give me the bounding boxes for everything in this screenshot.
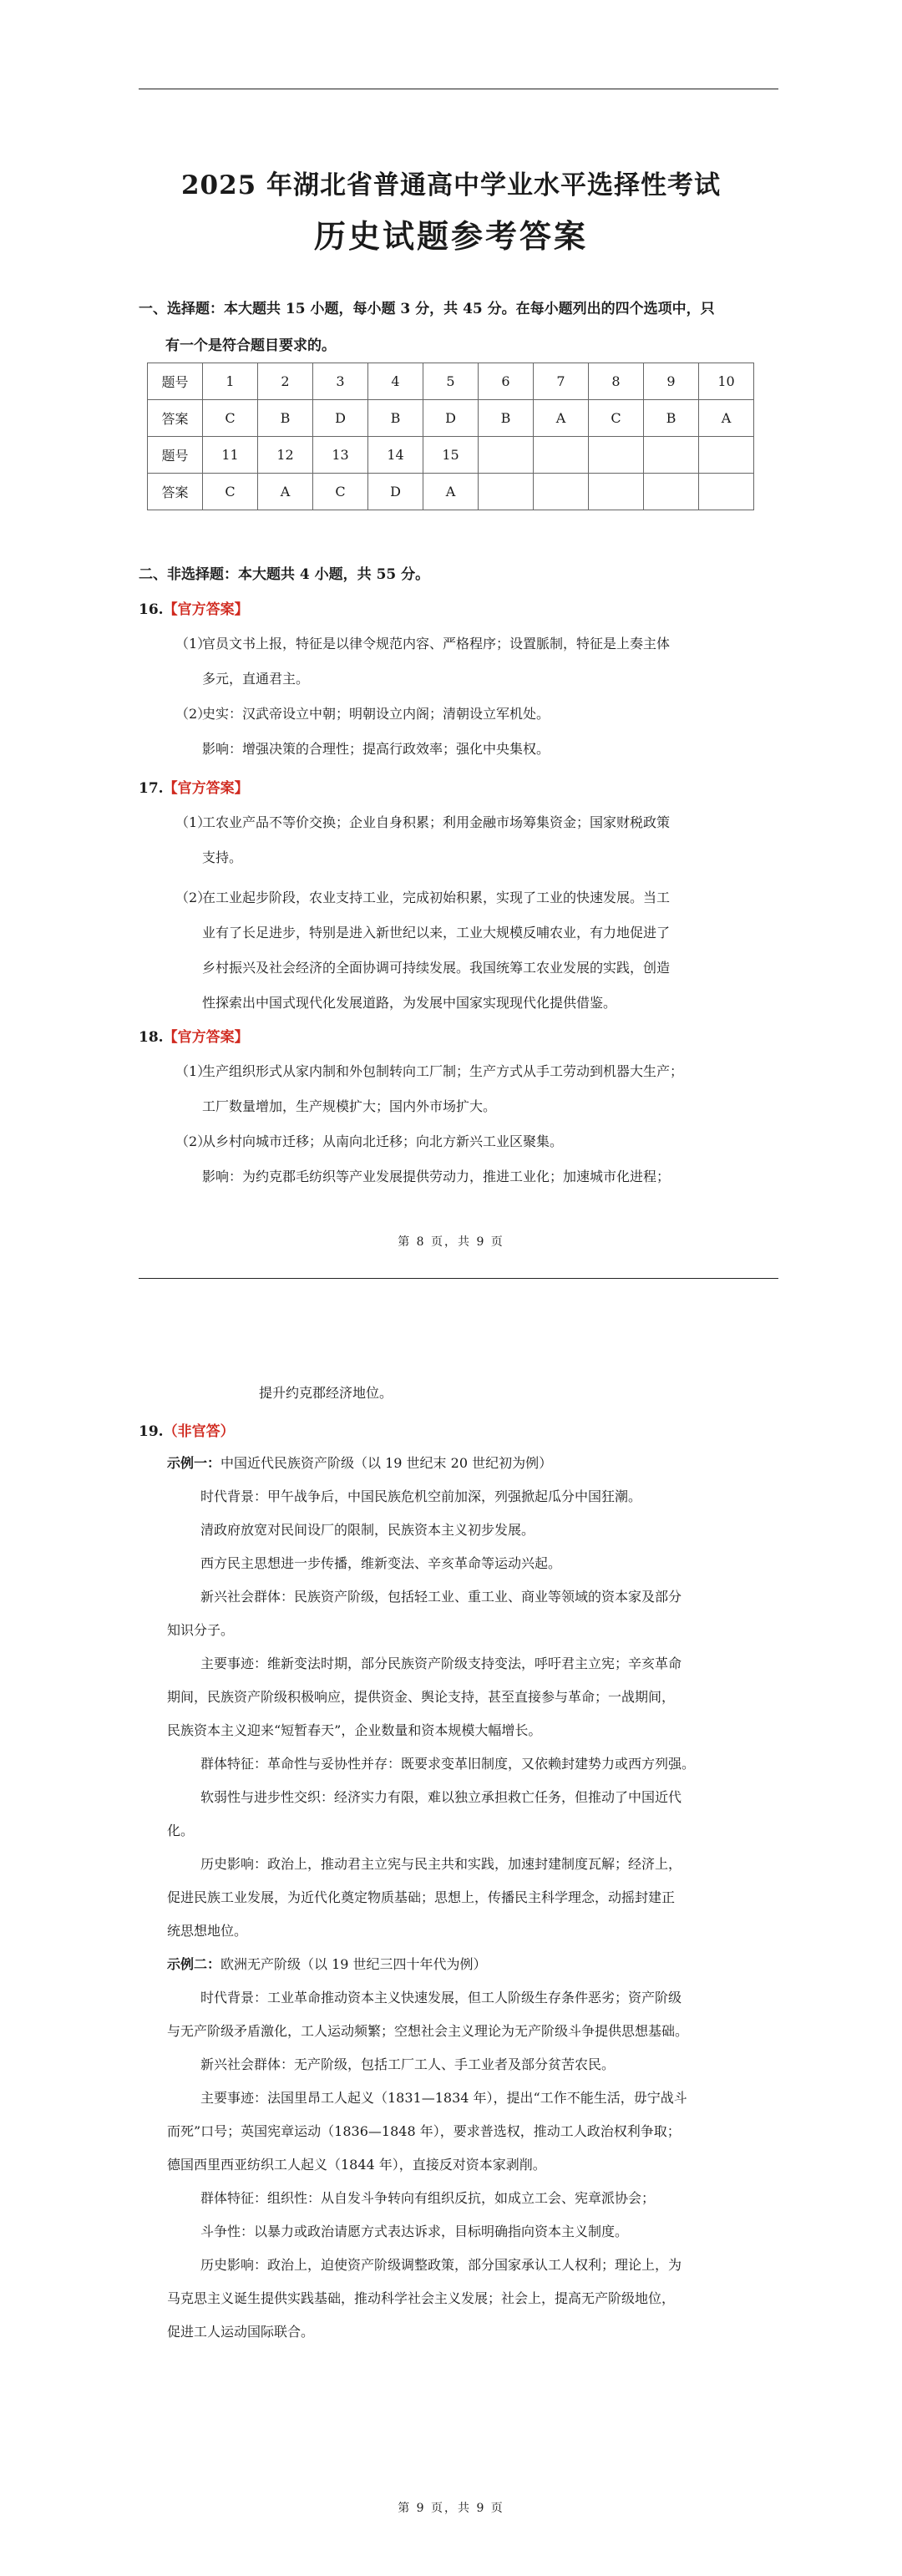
table-cell: 6 [479,363,534,400]
question-number: 19. [139,1423,164,1440]
section-2-heading: 二、非选择题：本大题共 4 小题，共 55 分。 [139,566,430,583]
section-1-heading [139,291,782,364]
table-row [148,400,754,437]
q16-part2 [175,697,777,767]
text-line: 历史影响：政治上，迫使资产阶级调整政策，部分国家承认工人权利；理论上，为 [200,2257,682,2273]
text-line: 马克思主义诞生提供实践基础，推动科学社会主义发展；社会上，提高无产阶级地位， [167,2290,676,2306]
table-cell: C [313,474,368,510]
q17-part1 [175,805,777,875]
text-line: 群体特征：组织性：从自发斗争转向有组织反抗，如成立工会、宪章派协会； [200,2190,656,2206]
text-line: 德国西里西亚纺织工人起义（1844 年），直接反对资本家剥削。 [167,2157,546,2173]
exam-subtitle: 历史试题参考答案 [313,217,588,255]
table-cell: 3 [313,363,368,400]
answer-line: 在工业起步阶段，农业支持工业，完成初始积累，实现了工业的快速发展。当工 [202,890,671,905]
table-cell: 1 [203,363,258,400]
text-line: 群体特征：革命性与妥协性并存：既要求变革旧制度，又依赖封建势力或西方列强。 [200,1756,696,1772]
answer-line: 乡村振兴及社会经济的全面协调可持续发展。我国统筹工农业发展的实践，创造 [202,960,671,976]
text-line: 促进民族工业发展，为近代化奠定物质基础；思想上，传播民主科学理念，动摇封建正 [167,1889,676,1905]
table-cell: C [203,474,258,510]
answer-tag: 【官方答案】 [163,780,249,797]
question-number: 17. [139,780,164,797]
table-cell: 8 [589,363,644,400]
answer-line: 工农业产品不等价交换；企业自身积累；利用金融市场筹集资金；国家财税政策 [202,814,671,830]
table-cell: D [313,400,368,437]
q18-part1 [175,1054,777,1124]
table-cell: A [534,400,589,437]
text-line: 时代背景：甲午战争后，中国民族危机空前加深，列强掀起瓜分中国狂潮。 [200,1488,642,1504]
text-line: 西方民主思想进一步传播，维新变法、辛亥革命等运动兴起。 [200,1555,562,1571]
question-16-title [139,598,249,621]
example-title: 欧洲无产阶级（以 19 世纪三四十年代为例） [220,1956,487,1972]
table-cell: A [258,474,313,510]
table-cell: 10 [699,363,754,400]
answer-tag: 【官方答案】 [163,1029,249,1046]
text-line: 知识分子。 [167,1622,235,1638]
text-line: 与无产阶级矛盾激化，工人运动频繁；空想社会主义理论为无产阶级斗争提供思想基础。 [167,2023,689,2039]
part-label: （1） [175,814,211,830]
question-number: 18. [139,1029,164,1046]
text-line: 而死”口号；英国宪章运动（1836—1848 年），要求普选权，推动工人政治权利争取； [167,2123,681,2139]
page-footer: 第 9 页，共 9 页 [398,2502,504,2515]
table-cell: 13 [313,437,368,474]
answer-line: 影响：为约克郡毛纺织等产业发展提供劳动力，推进工业化；加速城市化进程； [202,1169,671,1184]
table-cell: C [203,400,258,437]
table-cell [589,474,644,510]
answer-line: 工厂数量增加，生产规模扩大；国内外市场扩大。 [202,1098,497,1114]
table-cell: 答案 [148,400,203,437]
table-cell: 11 [203,437,258,474]
table-cell [479,474,534,510]
text-line: 斗争性：以暴力或政治请愿方式表达诉求，目标明确指向资本主义制度。 [200,2224,629,2239]
table-cell: 9 [644,363,699,400]
question-18-title [139,1026,249,1049]
answer-line: 生产组织形式从家内制和外包制转向工厂制；生产方式从手工劳动到机器大生产； [202,1063,684,1079]
answer-line: 业有了长足进步，特别是进入新世纪以来，工业大规模反哺农业，有力地促进了 [202,925,671,941]
table-cell: B [644,400,699,437]
text-line: 民族资本主义迎来“短暂春天”，企业数量和资本规模大幅增长。 [167,1722,542,1738]
table-cell: 12 [258,437,313,474]
table-cell: A [699,400,754,437]
exam-title: 2025 年湖北省普通高中学业水平选择性考试 [180,170,722,200]
table-row [148,437,754,474]
table-cell: 题号 [148,363,203,400]
part-label: （2） [175,890,211,905]
table-cell: C [589,400,644,437]
table-cell: 答案 [148,474,203,510]
table-cell: 4 [368,363,423,400]
part-label: （2） [175,1133,211,1149]
answer-line: 影响：增强决策的合理性；提高行政效率；强化中央集权。 [202,741,550,757]
table-cell [644,474,699,510]
table-cell: D [368,474,423,510]
text-line: 统思想地位。 [167,1923,248,1939]
text-line: 化。 [167,1823,195,1838]
text-line: 主要事迹：法国里昂工人起义（1831—1834 年），提出“工作不能生活，毋宁战斗 [200,2090,687,2106]
page-9 [0,1303,902,2576]
example-label: 示例二： [167,1956,221,1972]
table-cell: 题号 [148,437,203,474]
answer-line: 支持。 [202,849,243,865]
part-label: （1） [175,636,211,652]
example-label: 示例一： [167,1455,221,1471]
section-1-line2: 有一个是符合题目要求的。 [165,337,336,354]
text-line: 促进工人运动国际联合。 [167,2324,315,2340]
text-line: 期间，民族资产阶级积极响应，提供资金、舆论支持，甚至直接参与革命；一战期间， [167,1689,676,1705]
q17-part2 [175,880,777,1021]
question-number: 16. [139,601,164,618]
answer-line: 性探索出中国式现代化发展道路，为发展中国家实现现代化提供借鉴。 [202,995,617,1011]
text-line: 清政府放宽对民间设厂的限制，民族资本主义初步发展。 [200,1522,535,1538]
answer-table [147,363,754,510]
text-line: 历史影响：政治上，推动君主立宪与民主共和实践，加速封建制度瓦解；经济上， [200,1856,682,1872]
bottom-rule [139,1278,778,1279]
answer-line: 史实：汉武帝设立中朝；明朝设立内阁；清朝设立军机处。 [202,706,550,722]
part-label: （1） [175,1063,211,1079]
table-row [148,363,754,400]
table-cell: 2 [258,363,313,400]
answer-line: 从乡村向城市迁移；从南向北迁移；向北方新兴工业区聚集。 [202,1133,564,1149]
text-line: 新兴社会群体：无产阶级，包括工厂工人、手工业者及部分贫苦农民。 [200,2056,616,2072]
table-cell: 7 [534,363,589,400]
table-cell [589,437,644,474]
continued-line: 提升约克郡经济地位。 [259,1385,393,1401]
table-row [148,474,754,510]
text-line: 新兴社会群体：民族资产阶级，包括轻工业、重工业、商业等领域的资本家及部分 [200,1589,682,1605]
table-cell [534,437,589,474]
table-cell [699,437,754,474]
q16-part1 [175,626,777,697]
text-line: 主要事迹：维新变法时期，部分民族资产阶级支持变法，呼吁君主立宪；辛亥革命 [200,1656,682,1671]
example-2-body [167,1981,777,2349]
text-line: 软弱性与进步性交织：经济实力有限，难以独立承担救亡任务，但推动了中国近代 [200,1789,682,1805]
example-title: 中国近代民族资产阶级（以 19 世纪末 20 世纪初为例） [220,1455,553,1471]
table-cell: B [258,400,313,437]
table-cell: A [423,474,479,510]
table-cell: 14 [368,437,423,474]
example-1-body [167,1480,777,1580]
answer-tag: 【官方答案】 [163,601,249,618]
example-1-group [167,1580,777,1948]
table-cell: 5 [423,363,479,400]
table-cell: B [368,400,423,437]
answer-line: 官员文书上报，特征是以律令规范内容、严格程序；设置脈制，特征是上奏主体 [202,636,671,652]
table-cell [479,437,534,474]
table-cell [699,474,754,510]
example-1-heading [167,1447,777,1480]
example-2-heading [167,1948,777,1981]
answer-line: 多元，直通君主。 [202,671,310,687]
question-17-title [139,777,249,800]
table-cell [644,437,699,474]
q18-part2 [175,1124,777,1194]
page-footer: 第 8 页，共 9 页 [398,1235,504,1249]
table-cell: B [479,400,534,437]
section-1-line1: 一、选择题：本大题共 15 小题，每小题 3 分，共 45 分。在每小题列出的四个选项中，只 [139,301,715,317]
text-line: 时代背景：工业革命推动资本主义快速发展，但工人阶级生存条件恶劣；资产阶级 [200,1990,682,2006]
table-cell: 15 [423,437,479,474]
answer-tag: （非官答） [163,1423,235,1440]
table-cell: D [423,400,479,437]
table-cell [534,474,589,510]
part-label: （2） [175,706,211,722]
question-19-title [139,1420,235,1443]
